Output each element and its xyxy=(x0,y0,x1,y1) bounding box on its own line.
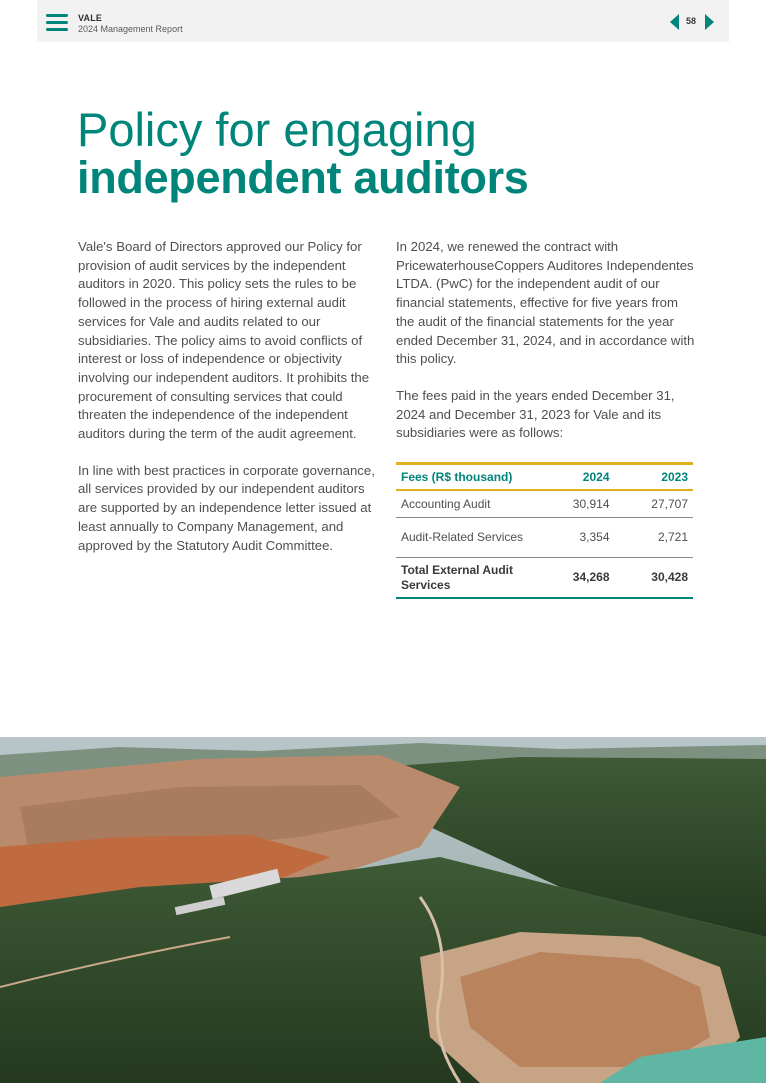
fees-table xyxy=(396,462,693,599)
table-total-row xyxy=(396,558,693,599)
prev-page-icon[interactable] xyxy=(670,14,679,30)
report-name: 2024 Management Report xyxy=(78,24,183,34)
value-2024: 3,354 xyxy=(536,518,615,558)
table-row xyxy=(396,490,693,518)
row-label: Audit-Related Services xyxy=(396,518,536,558)
value-2023: 27,707 xyxy=(615,490,694,518)
right-column xyxy=(396,238,696,443)
total-2024: 34,268 xyxy=(536,558,615,599)
paragraph-fees-intro: The fees paid in the years ended December 31, 2024 and December 31, 2023 for Vale and its subsidiaries were as follows: xyxy=(396,387,675,441)
col-header-fees: Fees (R$ thousand) xyxy=(396,464,536,491)
table-header-row xyxy=(396,464,693,491)
paragraph-governance: In line with best practices in corporate governance, all services provided by our independent auditors are supported by an independence letter issued at least annually to Company Management, and approved by the Statutory Audit Committee. xyxy=(78,462,375,553)
top-bar xyxy=(37,0,729,42)
table-row xyxy=(396,518,693,558)
value-2023: 2,721 xyxy=(615,518,694,558)
page-title-line2: independent auditors xyxy=(77,152,529,203)
col-header-2024: 2024 xyxy=(536,464,615,491)
left-column xyxy=(78,238,378,555)
menu-icon[interactable] xyxy=(46,14,68,31)
brand-name: VALE xyxy=(78,13,103,23)
page-title-line1: Policy for engaging xyxy=(77,103,477,156)
paragraph-pwc-contract: In 2024, we renewed the contract with PricewaterhouseCoppers Auditores Independentes LTDA. (PwC) for the independent audit of our financial statements, effective for five years from the audit of the financial statements for the year ended December 31, 2024, and in accordance with this policy. xyxy=(396,239,695,367)
paragraph-policy: Vale's Board of Directors approved our Policy for provision of audit services by the independent auditors in 2020. This policy sets the rules to be followed in the process of hiring external audit services for Vale and audits related to our subsidiaries. The policy aims to avoid conflicts of interest or loss of independence or objectivity involving our independent auditors. It prohibits the procurement of consulting services that could threaten the independence of the independent auditors during the term of the audit agreement. xyxy=(78,239,370,442)
next-page-icon[interactable] xyxy=(705,14,714,30)
total-label: Total External Audit Services xyxy=(396,558,536,599)
total-2023: 30,428 xyxy=(615,558,694,599)
row-label: Accounting Audit xyxy=(396,490,536,518)
col-header-2023: 2023 xyxy=(615,464,694,491)
value-2024: 30,914 xyxy=(536,490,615,518)
page-number: 58 xyxy=(686,16,697,26)
mine-aerial-photo xyxy=(0,737,766,1083)
